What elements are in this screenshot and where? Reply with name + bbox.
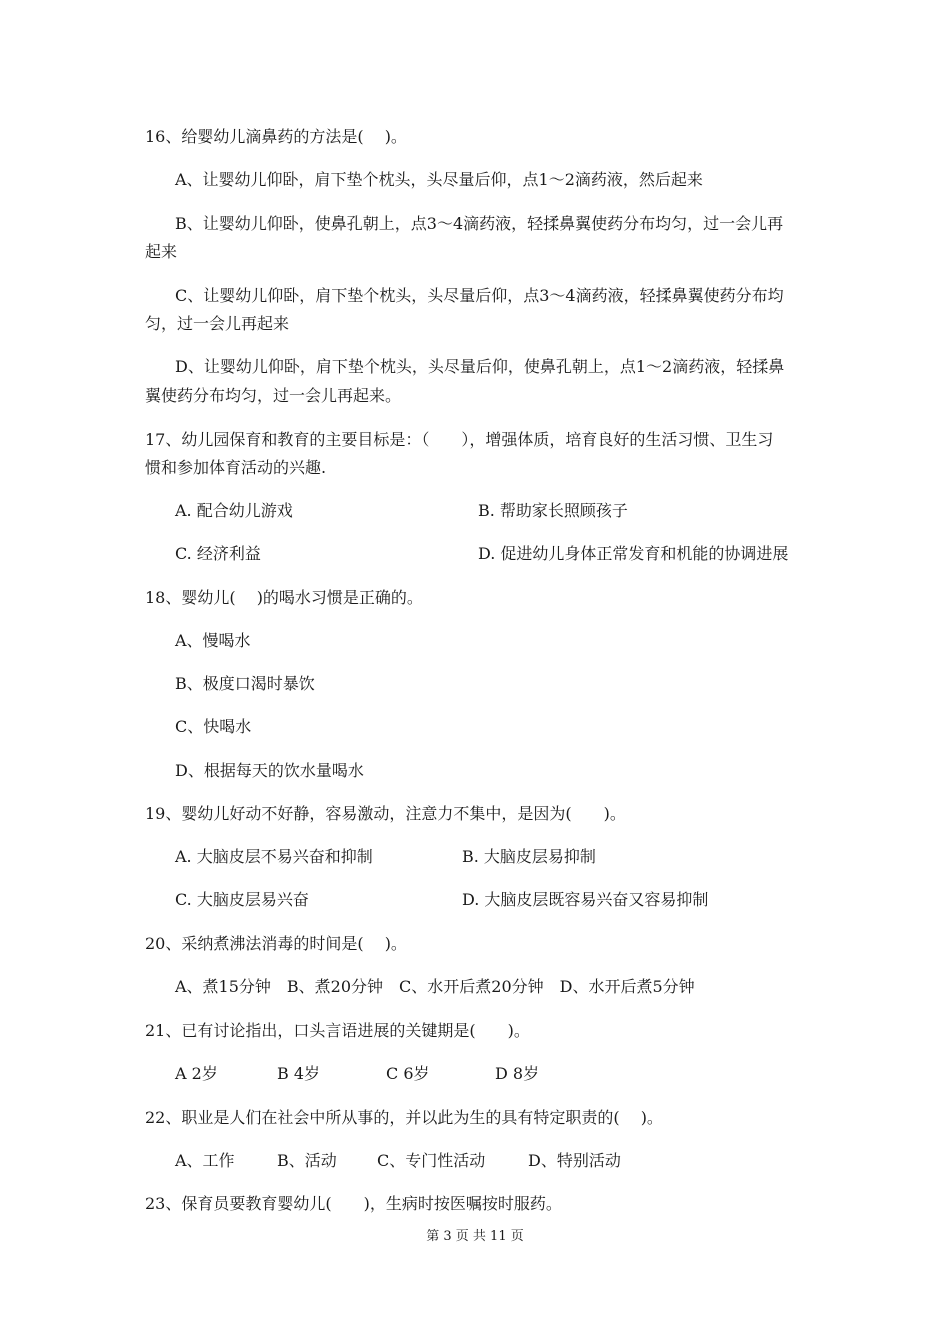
question-17-stem: 17、幼儿园保育和教育的主要目标是：（ ），增强体质，培育良好的生活习惯、卫生习 [145,430,774,449]
question-22-option-b: B、活动 [277,1151,337,1170]
question-18-option-d: D、根据每天的饮水量喝水 [175,761,364,780]
question-17-option-a: A. 配合幼儿游戏 [175,501,293,520]
question-19-stem: 19、婴幼儿好动不好静，容易激动，注意力不集中，是因为( )。 [145,804,626,823]
question-17-option-c: C. 经济利益 [175,544,261,563]
question-18-option-a: A、慢喝水 [175,631,251,650]
question-18-option-c: C、快喝水 [175,717,252,736]
question-16-option-b: B、让婴幼儿仰卧，使鼻孔朝上，点3～4滴药液，轻揉鼻翼使药分布均匀，过一会儿再 [175,214,784,233]
question-22-stem: 22、职业是人们在社会中所从事的，并以此为生的具有特定职责的( )。 [145,1108,663,1127]
question-22-option-d: D、特别活动 [528,1151,621,1170]
question-21-option-a: A 2岁 [175,1064,218,1083]
question-19-option-a: A. 大脑皮层不易兴奋和抑制 [175,847,373,866]
question-20-options: A、煮15分钟 B、煮20分钟 C、水开后煮20分钟 D、水开后煮5分钟 [175,977,695,996]
question-18-stem: 18、婴幼儿( )的喝水习惯是正确的。 [145,588,423,607]
question-17-option-d: D. 促进幼儿身体正常发育和机能的协调进展 [478,544,789,563]
question-16-option-d: D、让婴幼儿仰卧，肩下垫个枕头，头尽量后仰，使鼻孔朝上，点1～2滴药液，轻揉鼻 [175,357,785,376]
question-19-option-b: B. 大脑皮层易抑制 [462,847,596,866]
question-16-option-c-cont: 匀，过一会儿再起来 [145,314,290,333]
question-21-option-b: B 4岁 [277,1064,321,1083]
question-21-option-c: C 6岁 [386,1064,430,1083]
question-21-option-d: D 8岁 [495,1064,540,1083]
question-19-option-d: D. 大脑皮层既容易兴奋又容易抑制 [462,890,709,909]
question-22-option-a: A、工作 [175,1151,235,1170]
question-20-stem: 20、采纳煮沸法消毒的时间是( )。 [145,934,407,953]
question-16-option-c: C、让婴幼儿仰卧，肩下垫个枕头，头尽量后仰，点3～4滴药液，轻揉鼻翼使药分布均 [175,286,784,305]
question-21-stem: 21、已有讨论指出，口头言语进展的关键期是( )。 [145,1021,530,1040]
question-18-option-b: B、极度口渴时暴饮 [175,674,315,693]
question-22-option-c: C、专门性活动 [377,1151,486,1170]
question-17-option-b: B. 帮助家长照顾孩子 [478,501,628,520]
question-16-stem: 16、给婴幼儿滴鼻药的方法是( )。 [145,127,407,146]
question-16-option-b-cont: 起来 [145,242,178,261]
page-number-footer: 第 3 页 共 11 页 [426,1229,524,1244]
question-16-option-d-cont: 翼使药分布均匀，过一会儿再起来。 [145,386,402,405]
question-16-option-a: A、让婴幼儿仰卧，肩下垫个枕头，头尽量后仰，点1～2滴药液，然后起来 [175,170,703,189]
question-23-stem: 23、保育员要教育婴幼儿( )，生病时按医嘱按时服药。 [145,1194,562,1213]
question-17-stem-cont: 惯和参加体育活动的兴趣. [145,458,327,477]
question-19-option-c: C. 大脑皮层易兴奋 [175,890,309,909]
